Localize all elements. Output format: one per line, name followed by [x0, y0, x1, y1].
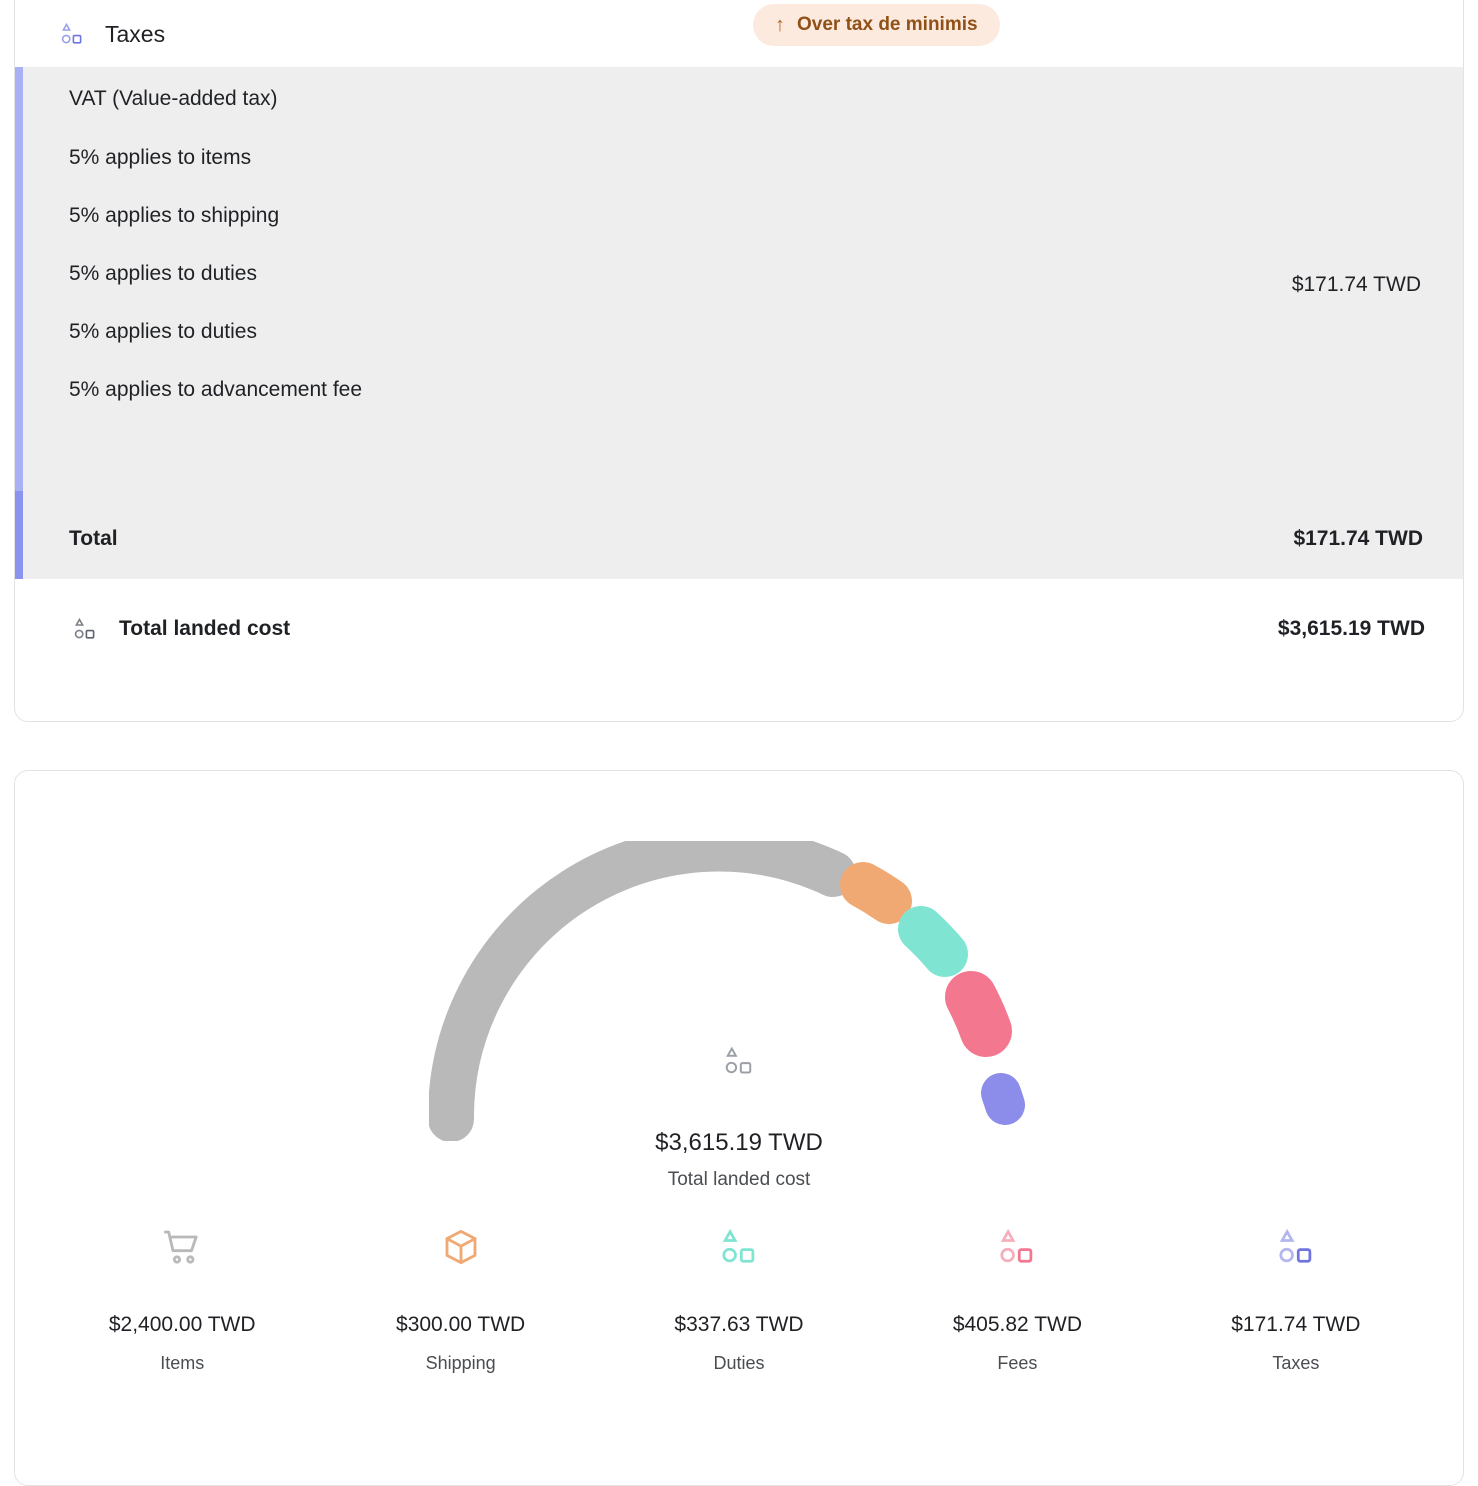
landed-cost-summary-card — [14, 770, 1464, 1486]
box-icon — [321, 1221, 599, 1273]
vat-breakdown-block — [15, 67, 1463, 579]
legend-item-duties — [600, 1221, 878, 1374]
list-item: 5% applies to duties — [69, 320, 257, 343]
shapes-icon — [600, 1221, 878, 1273]
legend-item-items — [43, 1221, 321, 1374]
shapes-icon — [1157, 1221, 1435, 1273]
page-title: Taxes — [105, 20, 166, 47]
legend-item-taxes — [1157, 1221, 1435, 1374]
legend-label: Items — [160, 1353, 205, 1373]
gauge-segment-shipping — [863, 885, 889, 901]
shapes-icon — [529, 1041, 949, 1081]
gauge-segment-duties — [921, 929, 945, 954]
gauge-center-summary — [529, 1041, 949, 1191]
legend-value: $337.63 TWD — [674, 1313, 804, 1336]
list-item: 5% applies to duties — [69, 262, 257, 285]
legend-label: Shipping — [425, 1353, 496, 1373]
list-item: 5% applies to shipping — [69, 204, 280, 227]
legend-item-shipping — [321, 1221, 599, 1374]
taxes-card — [14, 0, 1464, 722]
vat-rule-list — [69, 87, 362, 436]
status-badge-label: Over tax de minimis — [797, 14, 978, 35]
status-badge — [753, 4, 1000, 46]
legend-value: $2,400.00 TWD — [108, 1313, 256, 1336]
total-landed-cost-label: Total landed cost — [119, 617, 291, 640]
total-landed-cost-value: $3,615.19 TWD — [1277, 617, 1425, 640]
shapes-icon — [878, 1221, 1156, 1273]
vat-amount: $171.74 TWD — [1291, 273, 1421, 296]
landed-cost-gauge — [15, 841, 1463, 1190]
gauge-segment-taxes — [1001, 1093, 1005, 1105]
vat-total-accent-bar — [15, 491, 23, 579]
shapes-icon — [71, 615, 99, 643]
taxes-card-header — [15, 1, 1463, 67]
legend-item-fees — [878, 1221, 1156, 1374]
cart-icon — [43, 1221, 321, 1273]
legend-value: $171.74 TWD — [1231, 1313, 1361, 1336]
list-item: 5% applies to advancement fee — [69, 378, 363, 401]
total-landed-cost-row — [15, 579, 1463, 679]
legend-value: $405.82 TWD — [952, 1313, 1083, 1336]
gauge-total-value: $3,615.19 TWD — [655, 1129, 823, 1156]
gauge-segment-fees — [971, 997, 986, 1031]
legend-label: Taxes — [1272, 1353, 1320, 1373]
legend-label: Duties — [713, 1353, 765, 1373]
vat-title: VAT (Value-added tax) — [69, 87, 278, 110]
legend-value: $300.00 TWD — [396, 1313, 526, 1336]
cost-legend — [43, 1221, 1435, 1374]
list-item: 5% applies to items — [69, 146, 252, 169]
shapes-icon — [57, 19, 87, 49]
vat-total-amount: $171.74 TWD — [1293, 527, 1423, 550]
arrow-up-icon: ↑ — [775, 14, 785, 36]
legend-label: Fees — [997, 1353, 1038, 1373]
vat-total-label: Total — [69, 527, 118, 550]
gauge-total-label: Total landed cost — [667, 1169, 811, 1190]
